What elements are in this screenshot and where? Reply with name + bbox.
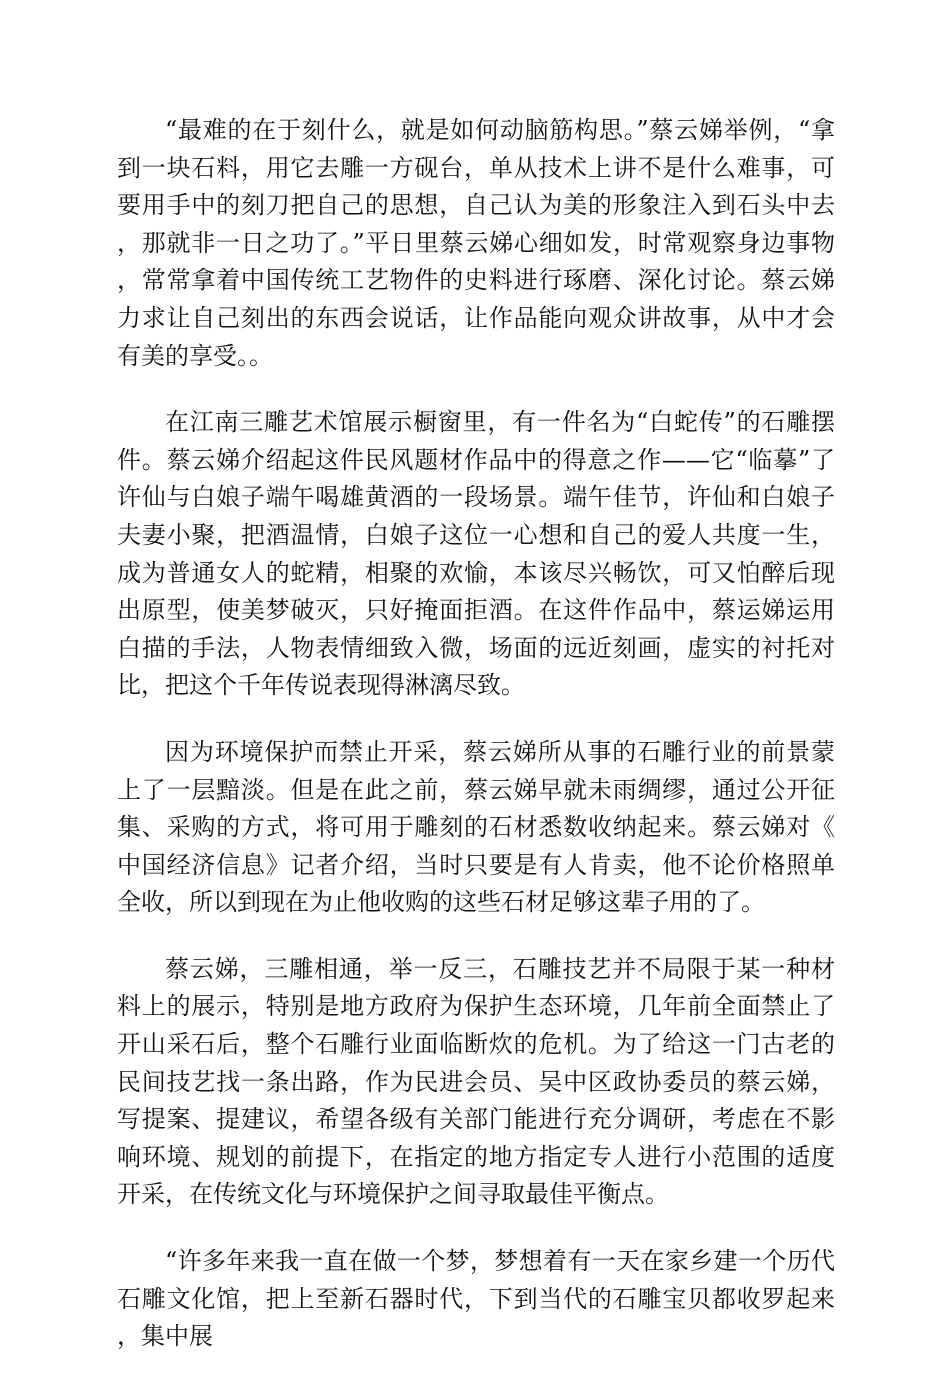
- paragraph-white-snake-sculpture: 在江南三雕艺术馆展示橱窗里，有一件名为“白蛇传”的石雕摆件。蔡云娣介绍起这件民风题材作品中的得意之作——它“临摹”了许仙与白娘子端午喝雄黄酒的一段场景。端午佳节，许仙和白娘子夫妻小聚，把酒温情，白娘子这位一心想和自己的爱人共度一生，成为普通女人的蛇精，相聚的欢愉，本该尽兴畅饮，可又怕醉后现出原型，使美梦破灭，只好掩面拒酒。在这件作品中，蔡运娣运用白描的手法，人物表情细致入微，场面的远近刻画，虚实的衬托对比，把这个千年传说表现得淋漓尽致。: [117, 408, 835, 700]
- document-page: [117, 112, 835, 1385]
- paragraph-stone-collection: 因为环境保护而禁止开采，蔡云娣所从事的石雕行业的前景蒙上了一层黯淡。但是在此之前，蔡云娣早就未雨绸缪，通过公开征集、采购的方式，将可用于雕刻的石材悉数收纳起来。蔡云娣对《中国经济信息》记者介绍，当时只要是有人肯卖，他不论价格照单全收，所以到现在为止他收购的这些石材足够这辈子用的了。: [117, 737, 835, 917]
- paragraph-culture-museum-dream: “许多年来我一直在做一个梦，梦想着有一天在家乡建一个历代石雕文化馆，把上至新石器时代，下到当代的石雕宝贝都收罗起来，集中展: [117, 1247, 835, 1351]
- paragraph-carving-concept: “最难的在于刻什么，就是如何动脑筋构思。”蔡云娣举例，“拿到一块石料，用它去雕一方砚台，单从技术上讲不是什么难事，可要用手中的刻刀把自己的思想，自己认为美的形象注入到石头中去，那就非一日之功了。”平日里蔡云娣心细如发，时常观察身边事物，常常拿着中国传统工艺物件的史料进行琢磨、深化讨论。蔡云娣力求让自己刻出的东西会说话，让作品能向观众讲故事，从中才会有美的享受。。: [117, 116, 835, 370]
- paragraph-industry-proposal: 蔡云娣，三雕相通，举一反三，石雕技艺并不局限于某一种材料上的展示，特别是地方政府为保护生态环境，几年前全面禁止了开山采石后，整个石雕行业面临断炊的危机。为了给这一门古老的民间技艺找一条出路，作为民进会员、吴中区政协委员的蔡云娣，写提案、提建议，希望各级有关部门能进行充分调研，考虑在不影响环境、规划的前提下，在指定的地方指定专人进行小范围的适度开采，在传统文化与环境保护之间寻取最佳平衡点。: [117, 954, 835, 1209]
